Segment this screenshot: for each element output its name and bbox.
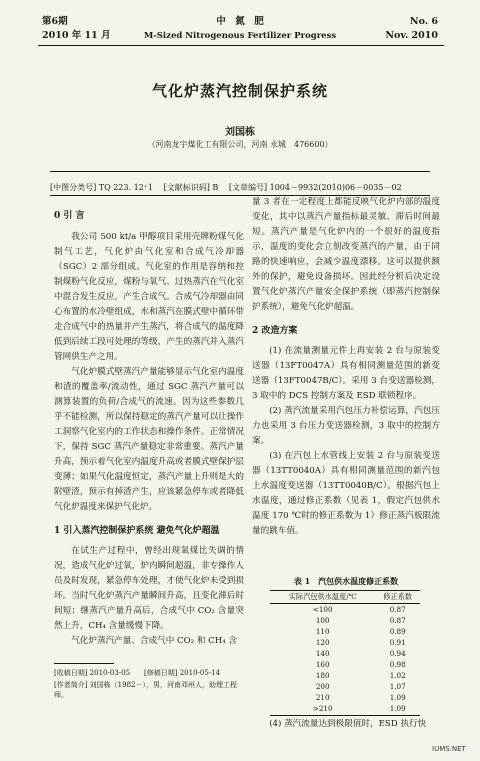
table-cell-temp: 210 [315, 693, 330, 702]
table-cell-factor: 0.87 [389, 616, 406, 625]
plan-item-4: (4) 蒸汽流量达到极限值时，ESD 执行快 [269, 719, 427, 729]
table-cell-temp: 200 [315, 682, 330, 691]
article-author: 刘国栋 [225, 127, 255, 138]
plan-item-3: (3) 在汽包上水管线上安装 2 台与原装变送器（13TT0040A）具有相同测量范围的新汽包上水温度变送器（13TT0040B/C）。根据汽包上水温度，通过修正系数（见表 1，假定汽包供水温度 170 ℃时的修正系数为 1）修正蒸汽板限流量的跳车值。 [252, 451, 440, 536]
article-id: [文章编号] 1004－9932(2010)06－0035－02 [228, 183, 402, 192]
issue-date-en: Nov. 2010 [385, 30, 438, 41]
table-cell-factor: 0.98 [389, 660, 406, 669]
correction-factor-table [270, 590, 420, 716]
table-caption: 表 1 汽包供水温度修正系数 [293, 576, 399, 586]
header-rule [38, 45, 444, 46]
section-0-heading: 0 引 言 [54, 211, 85, 221]
plan-item-1: (1) 在流量测量元件上再安装 2 台与原装变送器（13FT0047A）具有相同测量范围的新变送器（13FT0047B/C）。采用 3 台变送器检测，3 取中的 DCS 控制方案及 ESD 联锁程序。 [252, 346, 440, 401]
right-column-continued [252, 717, 440, 732]
table-row [270, 681, 420, 692]
journal-name-cn: 中 氮 肥 [216, 16, 264, 27]
table-cell-factor: 1.09 [389, 693, 406, 702]
meta-rule-top [50, 171, 430, 172]
section-1-paragraph-2: 气化炉蒸汽产量、合成气中 CO₂ 和 CH₄ 含 [71, 636, 238, 646]
table-row [270, 692, 420, 703]
footnote-dates: [收稿日期] 2010-03-05 [修稿日期] 2010-05-14 [54, 669, 221, 677]
table-row [270, 703, 420, 716]
table-row [270, 648, 420, 659]
section-1-heading: 1 引入蒸汽控制保护系统 避免气化炉超温 [54, 526, 220, 536]
table-cell-factor: 1.09 [375, 703, 420, 716]
table-cell-temp: >210 [270, 703, 375, 716]
article-metadata [50, 182, 402, 193]
table-cell-temp: 140 [315, 649, 330, 658]
table-row [270, 604, 420, 616]
table-row [270, 615, 420, 626]
table-cell-factor: 1.07 [389, 682, 406, 691]
table-header-temperature: 实际汽包供水温度/℃ [270, 591, 375, 604]
intro-paragraph-1: 我公司 500 kt/a 甲醇项目采用壳牌粉煤气化制气工艺，气化炉由气化室和合成气冷却器（SGC）2 部分组成。气化室的作用是容纳和控制煤粉气化反应，煤粉与氧气、过热蒸汽在气化室中混合发生反应，产生合成气。合成气冷却器由同心布置的水冷壁组成，水和蒸汽在膜式壁中循环带走合成气中的热量并产生蒸汽，将合成气的温度降低到后续工段可处理的等级，产生的蒸汽并入蒸汽管网供生产之用。 [54, 232, 244, 362]
footnote-author-bio: [作者简介] 刘国栋（1982－），男，河南邓州人，助理工程师。 [54, 681, 238, 699]
issue-number-cn: 第6期 [42, 16, 68, 27]
right-column [252, 195, 440, 539]
table-header-row [270, 591, 420, 604]
table-row [270, 626, 420, 637]
section-1-paragraph-1: 在试生产过程中，曾经出现氧煤比失调的情况，造成气化炉过氧，炉内瞬间超温，非专操作人员及时发现，紧急停车处理，才使气化炉未受到损坏。当时气化炉蒸汽产量瞬间升高，且变化滞后时间短；继蒸汽产量升高后，合成气中 CO₂ 含量突然上升，CH₄ 含量缓慢下降。 [54, 546, 244, 631]
article-title: 气化炉蒸汽控制保护系统 [151, 82, 328, 100]
journal-name-en: M-Sized Nitrogenous Fertilizer Progress [143, 31, 337, 41]
left-column [54, 209, 244, 649]
table-row [270, 659, 420, 670]
table-cell-factor: 0.91 [389, 638, 406, 647]
footnote-rule [54, 663, 114, 664]
table-cell-temp: <100 [312, 605, 333, 614]
author-affiliation: （河南龙宇煤化工有限公司，河南 永城 476600） [147, 140, 333, 149]
table-header-factor: 修正系数 [375, 591, 420, 604]
continued-paragraph: 量 3 者在一定程度上都能反映气化炉内部的温度变化，其中以蒸汽产量指标最灵敏、滞后时间最短。蒸汽产量是气化炉内的一个很好的温度指示，温度的变化会立刻改变蒸汽的产量，由于同路的快速响应，会减少温度漂移。这可以提供额外的保护，避免设备损坏。因此经分析后决定设置气化炉蒸汽产量安全保护系统（即蒸汽控制保护系统），避免气化炉超温。 [252, 197, 440, 312]
section-2-heading: 2 改造方案 [252, 326, 298, 336]
issue-date-cn: 2010 年 11 月 [42, 30, 111, 41]
table-cell-factor: 0.94 [389, 649, 406, 658]
table-cell-temp: 120 [315, 638, 330, 647]
table-cell-temp: 110 [315, 627, 330, 636]
table-cell-temp: 180 [315, 671, 330, 680]
classification-number: [中图分类号] TQ 223. 12⁺1 [50, 183, 154, 192]
table-row [270, 670, 420, 681]
table-row [270, 637, 420, 648]
table-cell-factor: 0.87 [389, 605, 406, 614]
table-cell-temp: 100 [315, 616, 330, 625]
plan-item-2: (2) 蒸汽流量采用汽包压力补偿运算，汽包压力也采用 3 台压力变送器检测，3 取中的控制方案。 [252, 406, 440, 446]
table-cell-factor: 1.02 [389, 671, 406, 680]
table-cell-temp: 160 [315, 660, 330, 669]
issue-number-en: No. 6 [409, 16, 438, 27]
intro-paragraph-2: 气化炉膜式壁蒸汽产量能够显示气化室内温度和渣的覆盖率/流动性，通过 SGC 蒸汽产量可以测算装置的负荷/合成气的流速。因为这些参数几乎不能检测，所以保持稳定的蒸汽产量可以让操作工洞察气化室内的工作状态和操作条件。正常情况下，保持 SGC 蒸汽产量稳定非常重要。蒸汽产量升高，预示着气化室内温度升高或者膜式壁保护层变薄；如果气化温度恒定，蒸汽产量上升则是大的附壁渣，预示有掉渣产生，应该紧急停车或者降低气化炉温度来保护气化炉。 [54, 367, 244, 512]
document-code: [文献标识码] B [163, 183, 219, 192]
table-cell-factor: 0.89 [389, 627, 406, 636]
watermark: IUMS.NET [432, 745, 466, 753]
